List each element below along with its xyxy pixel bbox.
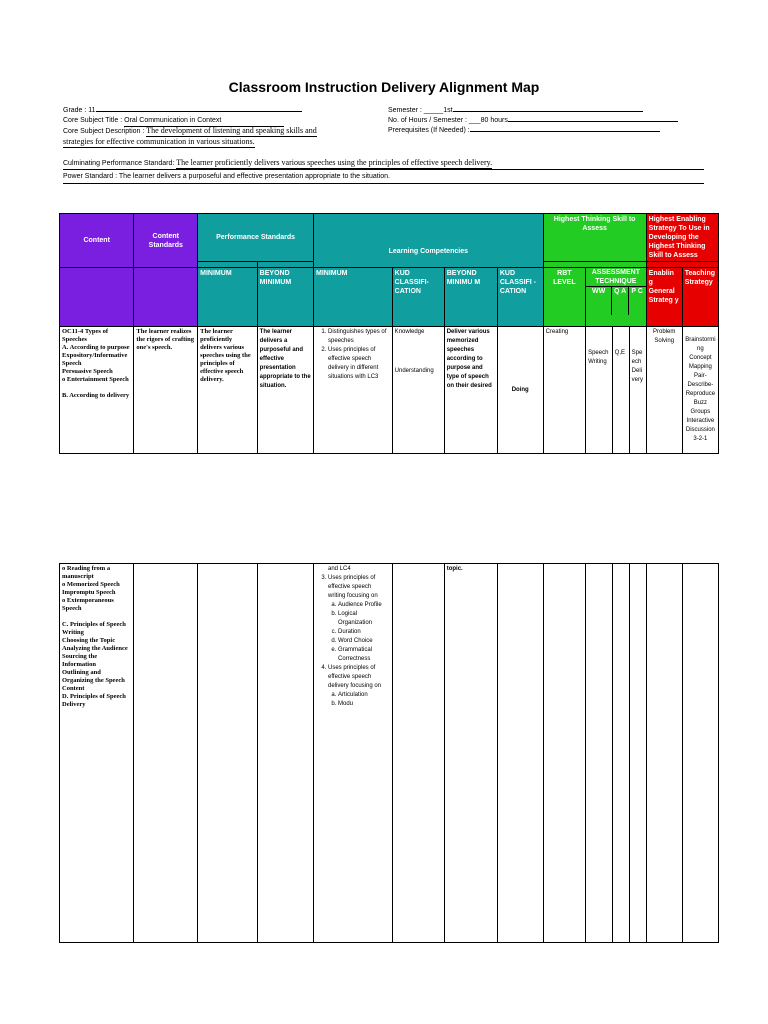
semester-value: Semester : _____1st <box>388 107 453 114</box>
row2-content-line: Choosing the Topic <box>62 637 116 644</box>
row1-teaching <box>682 327 718 454</box>
header-lc-minimum: MINIMUM <box>314 268 393 327</box>
document-title: Classroom Instruction Delivery Alignment Map <box>228 79 540 95</box>
header-lc-kud2: KUD CLASSIFI -CATION <box>497 268 543 327</box>
semester-line <box>388 106 643 116</box>
row1-rbt: Creating <box>543 327 586 454</box>
lc3-subitem: a. Audience Profile <box>338 601 390 610</box>
power-standard-value: Power Standard : The learner delivers a purposeful and effective presentation appropriate to the situation. <box>63 173 391 180</box>
row2-kud2 <box>497 564 543 943</box>
row1-ps-beyond: The learner delivers a purposeful and effective presentation appropriate to the situation. <box>257 327 313 454</box>
header-highest-thinking: Highest Thinking Skill to Assess <box>543 214 646 262</box>
teaching-item: Pair-Describe-Reproduce <box>685 373 716 397</box>
lc-item <box>328 574 390 664</box>
row1-kud1 <box>392 327 444 454</box>
row2-lc-list <box>316 574 390 709</box>
rule-1 <box>63 169 704 170</box>
lc3-subitem: c. Duration <box>338 628 390 637</box>
row1-pc: Speech Delivery <box>629 327 646 454</box>
row1-content <box>60 327 134 454</box>
header-teaching-strategy: Teaching Strategy <box>682 268 718 327</box>
row1-content-line: OC11-4 Types of Speeches <box>62 328 108 343</box>
power-standard-line <box>63 172 390 182</box>
header-enabling-general: Enablin g General Strateg y <box>646 268 682 327</box>
row2-qa <box>612 564 629 943</box>
teaching-item: Concept Mapping <box>688 355 712 370</box>
row2-lc-minimum <box>314 564 393 943</box>
row1-content-line: B. According to delivery <box>62 392 130 399</box>
row1-ps-minimum: The learner proficiently delivers various speeches using the principles of effective speech delivery. <box>198 327 258 454</box>
row2-content-line: Sourcing the Information <box>62 653 98 668</box>
hours-value: No. of Hours / Semester : ___80 hours <box>388 117 508 124</box>
teaching-item: Interactive Discussion <box>685 418 715 433</box>
header-ps-beyond: BEYOND MINIMUM <box>257 268 313 327</box>
row2-content-line: o Extemporaneous Speech <box>62 597 114 612</box>
header-lc-beyond: BEYOND MINIMU M <box>444 268 497 327</box>
grade-line <box>63 106 302 116</box>
teaching-item: 3-2-1 <box>693 436 708 442</box>
prerequisites-line <box>388 126 660 136</box>
row1-lc-list <box>316 328 390 382</box>
lc-item <box>328 664 390 709</box>
lc3-sublist <box>328 601 390 664</box>
core-subject-description-line <box>63 126 317 137</box>
row2-enabling <box>646 564 682 943</box>
core-subject-description-value-2: strategies for effective communication in various situations. <box>63 137 255 146</box>
header-ww: WW <box>586 287 612 315</box>
row1-content-line <box>62 384 131 392</box>
lc-item: 1. Distinguishes types of speeches <box>328 328 390 346</box>
header-qa: Q A <box>612 287 629 315</box>
row1-content-line: A. According to purpose <box>62 344 130 351</box>
kud1-understanding: Understanding <box>394 368 434 374</box>
row2-pc <box>629 564 646 943</box>
lc4-sublist <box>328 691 390 709</box>
core-subject-description-value-1: The development of listening and speaking skills and <box>146 126 317 135</box>
lc4-text: Uses principles of effective speech delivery focusing on <box>328 665 382 689</box>
row1-kud2: Doing <box>497 327 543 454</box>
row1-qa: Q,E <box>612 327 629 454</box>
header-assessment-subcols <box>586 287 646 315</box>
header-lc-kud1: KUD CLASSIFI-CATION <box>392 268 444 327</box>
header-performance-standards: Performance Standards <box>198 214 314 262</box>
row2-ps-beyond <box>257 564 313 943</box>
row2-content-line: o Reading from a manuscript <box>62 565 111 580</box>
alignment-map-table <box>59 213 719 454</box>
lc-item: 2. Uses principles of effective speech delivery in different situations with LC3 <box>328 346 390 382</box>
culminating-standard-line <box>63 158 492 169</box>
row2-content-line <box>62 613 131 621</box>
row1-content-line: Speech <box>62 360 82 367</box>
row2-content-line: o Memorized Speech <box>62 581 120 588</box>
row2-content-line: D. Principles of Speech Delivery <box>62 693 126 708</box>
hours-line <box>388 116 678 126</box>
lc3-subitem: b. Logical Organization <box>338 610 390 628</box>
kud1-knowledge: Knowledge <box>394 329 425 335</box>
row1-content-line: Expository/Informative <box>62 352 128 359</box>
header-learning-competencies: Learning Competencies <box>314 214 544 268</box>
header-highest-enabling: Highest Enabling Strategy To Use in Developing the Highest Thinking Skill to Assess <box>646 214 718 262</box>
row2-content-line: Outlining and Organizing the Speech Content <box>62 669 125 692</box>
alignment-map-table-continued <box>59 563 719 943</box>
row2-content-line: C. Principles of Speech Writing <box>62 621 126 636</box>
core-subject-description-line2 <box>63 137 255 148</box>
row2-content-line: Impromptu Speech <box>62 589 116 596</box>
row2-content <box>60 564 134 943</box>
content-standards-filler <box>134 268 198 327</box>
row2-kud1 <box>392 564 444 943</box>
lc4-subitem: b. Modu <box>338 700 390 709</box>
row2-ww <box>586 564 613 943</box>
culminating-label: Culminating Performance Standard: <box>63 160 175 167</box>
header-ps-minimum: MINIMUM <box>198 268 258 327</box>
lc3-subitem: e. Grammatical Correctness <box>338 646 390 664</box>
lc3-subitem: d. Word Choice <box>338 637 390 646</box>
row2-rbt <box>543 564 586 943</box>
prerequisites-label: Prerequisites (If Needed) : <box>388 127 470 134</box>
row1-content-line: Persuasive Speech <box>62 368 113 375</box>
lc-continuation: and LC4 <box>328 566 351 572</box>
core-subject-title-value: Oral Communication in Context <box>124 116 284 127</box>
teaching-item: Brainstorming <box>685 337 716 352</box>
row2-ps-minimum <box>198 564 258 943</box>
rule-2 <box>63 183 704 184</box>
content-header-filler <box>60 268 134 327</box>
row1-content-line: o Entertainment Speech <box>62 376 129 383</box>
header-rbt-level: RBT LEVEL <box>543 268 586 327</box>
lc3-text: Uses principles of effective speech writing focusing on <box>328 575 378 599</box>
row1-lc-beyond: Deliver various memorized speeches according to purpose and type of speech on their desired <box>444 327 497 454</box>
core-subject-title-label: Core Subject Title : <box>63 117 123 124</box>
header-assessment <box>586 268 647 327</box>
row2-teaching <box>682 564 718 943</box>
lc4-subitem: a. Articulation <box>338 691 390 700</box>
row1-lc-minimum <box>314 327 393 454</box>
header-assessment-technique: ASSESSMENT TECHNIQUE <box>586 268 646 287</box>
row2-content-standard <box>134 564 198 943</box>
teaching-item: Buzz Groups <box>690 400 711 415</box>
row1-ww: Speech Writing <box>586 327 613 454</box>
row2-content-line: Analyzing the Audience <box>62 645 128 652</box>
core-subject-description-label: Core Subject Description : <box>63 128 145 135</box>
grade-value: Grade : 11 <box>63 107 96 114</box>
row2-lc-beyond: topic. <box>444 564 497 943</box>
row1-content-standard: The learner realizes the rigors of crafting one's speech. <box>134 327 198 454</box>
header-content-standards: Content Standards <box>134 214 198 268</box>
header-content: Content <box>60 214 134 268</box>
header-pc: P C <box>631 288 643 295</box>
row1-enabling: Problem Solving <box>646 327 682 454</box>
culminating-value: The learner proficiently delivers various speeches using the principles of effective speech delivery. <box>176 158 493 167</box>
